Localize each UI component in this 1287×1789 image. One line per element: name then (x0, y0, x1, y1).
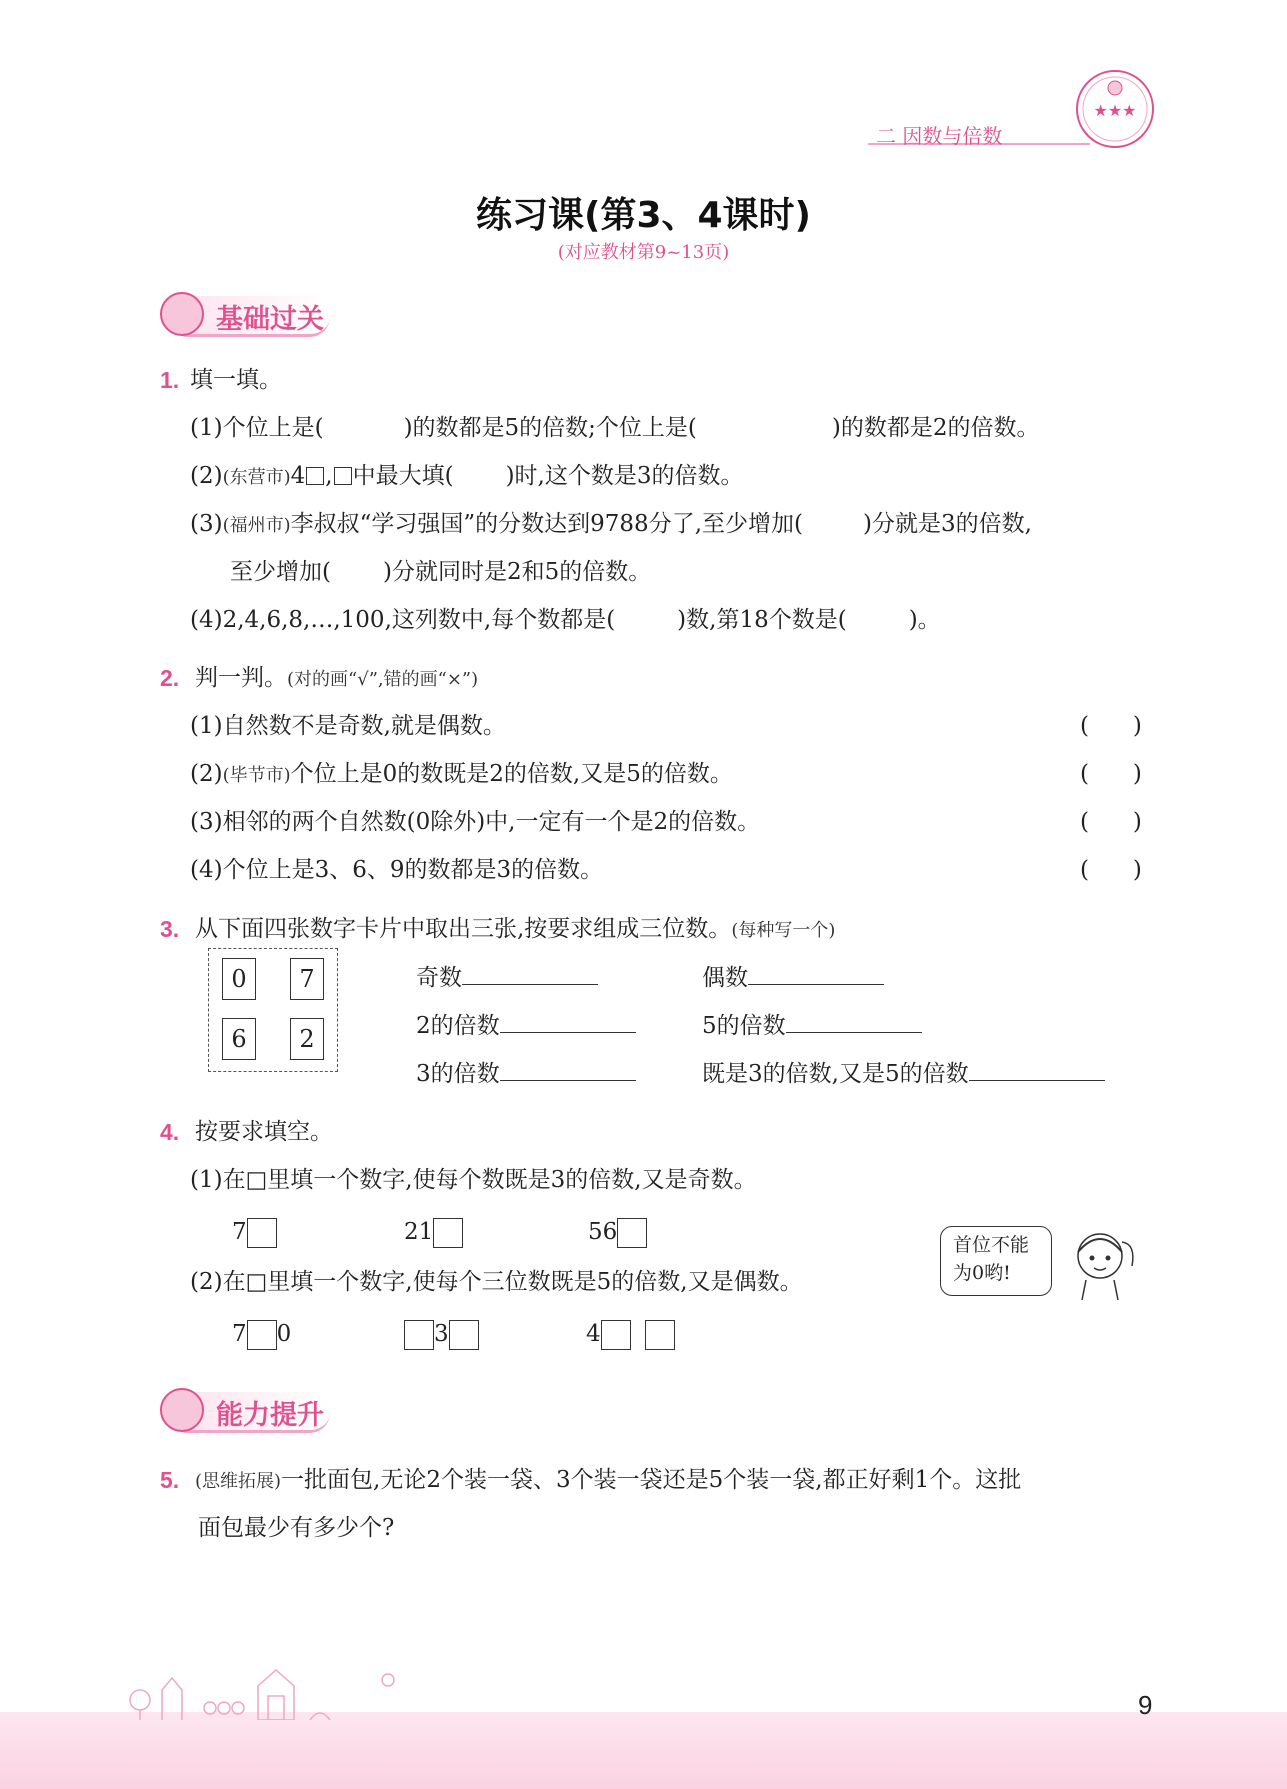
q2-item-4: (4)个位上是3、6、9的数都是3的倍数。 (190, 857, 604, 883)
q4-row2-c: 4 (586, 1318, 675, 1350)
hint-bubble: 首位不能 为0哟! (940, 1226, 1052, 1296)
q3-mult5: 5的倍数 (702, 1010, 922, 1042)
digit-card: 2 (290, 1018, 324, 1060)
answer-paren: ( ) (1080, 809, 1142, 835)
castle-doodle-icon (120, 1650, 410, 1720)
q1-number: 1. (160, 367, 180, 393)
q1-part2: (2)(东营市)4 , 中最大填( )时,这个数是3的倍数。 (190, 463, 744, 489)
q4-number: 4. (160, 1119, 180, 1145)
digit-card: 0 (222, 958, 256, 1000)
digit-box (247, 1218, 277, 1248)
q3-mult3: 3的倍数 (416, 1058, 636, 1090)
q2-item-3: (3)相邻的两个自然数(0除外)中,一定有一个是2的倍数。 (190, 809, 761, 835)
q2-item-1: (1)自然数不是奇数,就是偶数。 (190, 713, 506, 739)
answer-blank (500, 1058, 636, 1081)
digit-box (617, 1218, 647, 1248)
q4-row1-b: 21 (404, 1216, 463, 1248)
digit-card: 6 (222, 1018, 256, 1060)
answer-blank (969, 1058, 1105, 1081)
q5-text1: (思维拓展)一批面包,无论2个装一袋、3个装一袋还是5个装一袋,都正好剩1个。这批 (195, 1467, 1022, 1493)
q1-part3: (3)(福州市)李叔叔“学习强国”的分数达到9788分了,至少增加( )分就是3的倍数, (190, 511, 1032, 537)
q4-stem: 按要求填空。 (195, 1119, 333, 1145)
q4-row1-c: 56 (588, 1216, 647, 1248)
digit-box (601, 1320, 631, 1350)
q5-text2: 面包最少有多少个? (198, 1515, 395, 1541)
digit-box (433, 1218, 463, 1248)
q2-stem: 判一判。(对的画“√”,错的画“×”) (195, 665, 479, 691)
q3-even: 偶数 (702, 962, 884, 994)
answer-paren: ( ) (1080, 713, 1142, 739)
section-advanced-label: 能力提升 (216, 1400, 324, 1431)
q1-part3-cont: 至少增加( )分就同时是2和5的倍数。 (230, 559, 652, 585)
section-advanced (160, 1388, 380, 1434)
page-title: 练习课(第3、4课时) (475, 195, 811, 236)
q1-part1: (1)个位上是( )的数都是5的倍数;个位上是( )的数都是2的倍数。 (190, 415, 1040, 441)
digit-box (449, 1320, 479, 1350)
q3-mult2: 2的倍数 (416, 1010, 636, 1042)
answer-blank (748, 962, 884, 985)
chapter-title: 二 因数与倍数 (876, 124, 1003, 148)
answer-blank (786, 1010, 922, 1033)
girl-avatar-icon (160, 292, 204, 336)
q4-part2: (2)在□里填一个数字,使每个三位数既是5的倍数,又是偶数。 (190, 1269, 803, 1295)
answer-paren: ( ) (1080, 857, 1142, 883)
digit-box (404, 1320, 434, 1350)
digit-box (306, 467, 324, 485)
answer-blank (462, 962, 598, 985)
digit-card: 7 (290, 958, 324, 1000)
q4-part1: (1)在□里填一个数字,使每个数既是3的倍数,又是奇数。 (190, 1167, 757, 1193)
q4-row2-b: 3 (404, 1318, 479, 1350)
page-subtitle: (对应教材第9~13页) (557, 242, 730, 263)
q5-number: 5. (160, 1467, 180, 1493)
q4-row1-a: 7 (232, 1216, 277, 1248)
q3-odd: 奇数 (416, 962, 598, 994)
q3-number: 3. (160, 916, 180, 942)
digit-box (645, 1320, 675, 1350)
q2-number: 2. (160, 665, 180, 691)
section-basic (160, 292, 380, 338)
footer-band (0, 1712, 1287, 1789)
digit-box (247, 1320, 277, 1350)
section-basic-label: 基础过关 (216, 304, 324, 335)
q2-item-2: (2)(毕节市)个位上是0的数既是2的倍数,又是5的倍数。 (190, 761, 733, 787)
digit-box (334, 467, 352, 485)
q1-stem: 填一填。 (190, 367, 282, 393)
answer-paren: ( ) (1080, 761, 1142, 787)
girl-cartoon-icon (1062, 1222, 1140, 1302)
grandpa-avatar-icon (160, 1388, 204, 1432)
answer-blank (500, 1010, 636, 1033)
q3-stem: 从下面四张数字卡片中取出三张,按要求组成三位数。(每种写一个) (195, 916, 836, 942)
page-number: 9 (1138, 1690, 1153, 1720)
svg-text:★★★: ★★★ (1093, 101, 1137, 120)
brand-seal-icon (1072, 64, 1158, 150)
q1-part4: (4)2,4,6,8,…,100,这列数中,每个数都是( )数,第18个数是( )。 (190, 607, 941, 633)
q4-row2-a: 7 0 (232, 1318, 291, 1350)
q3-mult3and5: 既是3的倍数,又是5的倍数 (702, 1058, 1105, 1090)
